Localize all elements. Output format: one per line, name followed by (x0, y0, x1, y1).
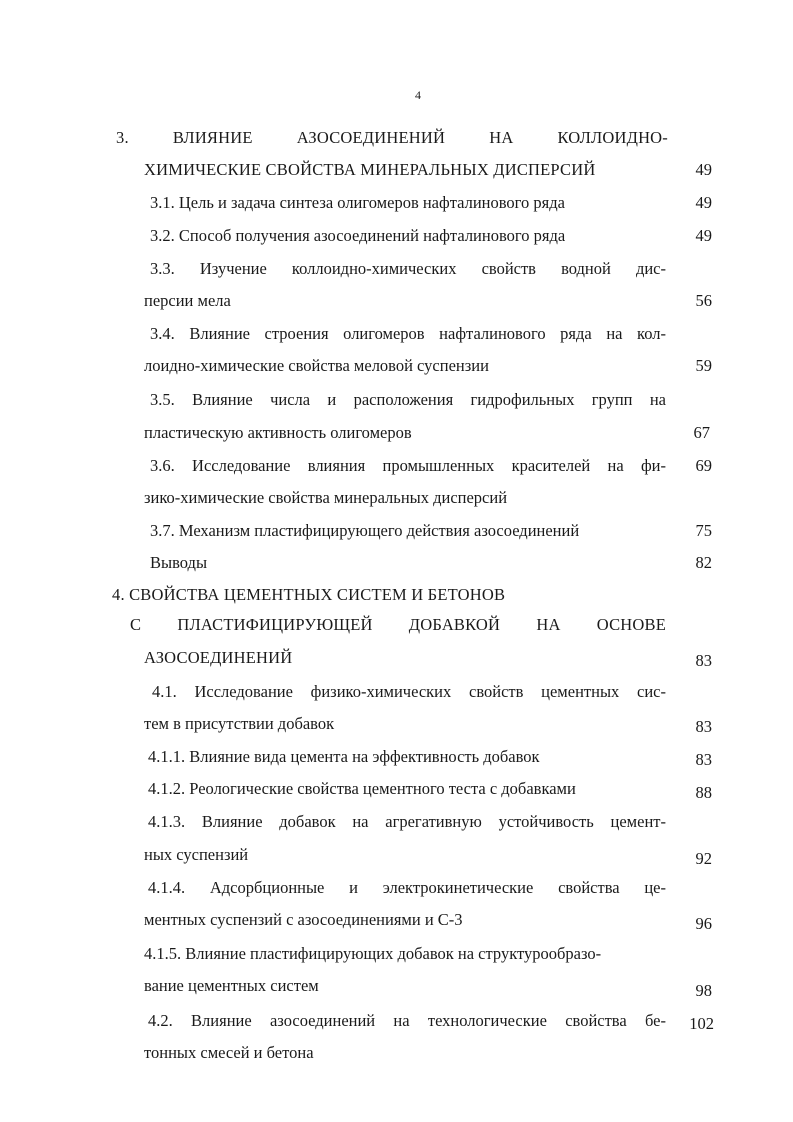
toc-entry-3-3-line-1: 3.3. Изучение коллоидно-химических свойств водной дис- (150, 259, 666, 278)
toc-page-number: 102 (689, 1014, 714, 1033)
toc-entry-3-5-line-2: пластическую активность олигомеров (144, 423, 412, 442)
toc-page-number: 96 (695, 914, 712, 933)
toc-page-number: 82 (695, 553, 712, 572)
toc-entry-3-5-line-1: 3.5. Влияние числа и расположения гидрофильных групп на (150, 390, 666, 409)
toc-entry-3-7: 3.7. Механизм пластифицирующего действия азосоединений (150, 521, 580, 540)
toc-page-number: 69 (695, 456, 712, 475)
toc-page-number: 88 (695, 783, 712, 802)
toc-page-number: 56 (695, 291, 712, 310)
toc-page-number: 92 (695, 849, 712, 868)
toc-page-number: 49 (695, 193, 712, 212)
toc-entry-4-1-1: 4.1.1. Влияние вида цемента на эффективность добавок (148, 747, 540, 766)
toc-page-number: 49 (695, 226, 712, 245)
toc-entry-4-2-line-1: 4.2. Влияние азосоединений на технологические свойства бе- (148, 1011, 666, 1030)
toc-entry-4-1-5-line-2: вание цементных систем (144, 976, 319, 995)
toc-entry-3-4-line-1: 3.4. Влияние строения олигомеров нафталинового ряда на кол- (150, 324, 666, 343)
toc-entry-3-4-line-2: лоидно-химические свойства меловой суспензии (144, 356, 489, 375)
toc-chapter-4-line-3: АЗОСОЕДИНЕНИЙ (144, 648, 293, 667)
page-number: 4 (415, 88, 421, 102)
toc-entry-3-6-line-1: 3.6. Исследование влияния промышленных красителей на фи- (150, 456, 666, 475)
toc-chapter-4-line-1: 4. СВОЙСТВА ЦЕМЕНТНЫХ СИСТЕМ И БЕТОНОВ (112, 585, 506, 604)
toc-page-number: 75 (695, 521, 712, 540)
toc-chapter-3-line-1: 3. ВЛИЯНИЕ АЗОСОЕДИНЕНИЙ НА КОЛЛОИДНО- (116, 128, 668, 147)
toc-entry-4-1-line-2: тем в присутствии добавок (144, 714, 335, 733)
toc-entry-4-1-2: 4.1.2. Реологические свойства цементного теста с добавками (148, 779, 576, 798)
toc-entry-4-1-5-line-1: 4.1.5. Влияние пластифицирующих добавок на структурообразо- (144, 944, 602, 963)
toc-entry-3-1: 3.1. Цель и задача синтеза олигомеров нафталинового ряда (150, 193, 565, 212)
toc-page-number: 83 (695, 750, 712, 769)
toc-entry-4-2-line-2: тонных смесей и бетона (144, 1043, 314, 1062)
toc-page-number: 67 (693, 423, 710, 442)
toc-entry-4-1-3-line-1: 4.1.3. Влияние добавок на агрегативную устойчивость цемент- (148, 812, 666, 831)
toc-entry-conclusions: Выводы (150, 553, 208, 572)
toc-page-number: 83 (695, 651, 712, 670)
toc-entry-4-1-4-line-1: 4.1.4. Адсорбционные и электрокинетические свойства це- (148, 878, 666, 897)
toc-page-number: 83 (695, 717, 712, 736)
toc-entry-3-2: 3.2. Способ получения азосоединений нафталинового ряда (150, 226, 566, 245)
toc-page-number: 98 (695, 981, 712, 1000)
toc-entry-4-1-3-line-2: ных суспензий (144, 845, 249, 864)
toc-page-number: 49 (695, 160, 712, 179)
toc-chapter-3-line-2: ХИМИЧЕСКИЕ СВОЙСТВА МИНЕРАЛЬНЫХ ДИСПЕРСИЙ (144, 160, 596, 179)
toc-entry-4-1-line-1: 4.1. Исследование физико-химических свойств цементных сис- (152, 682, 666, 701)
toc-entry-4-1-4-line-2: ментных суспензий с азосоединениями и С-3 (144, 910, 463, 929)
toc-entry-3-3-line-2: персии мела (144, 291, 231, 310)
toc-chapter-4-line-2: С ПЛАСТИФИЦИРУЮЩЕЙ ДОБАВКОЙ НА ОСНОВЕ (130, 615, 666, 634)
toc-page-number: 59 (695, 356, 712, 375)
toc-entry-3-6-line-2: зико-химические свойства минеральных дисперсий (144, 488, 508, 507)
